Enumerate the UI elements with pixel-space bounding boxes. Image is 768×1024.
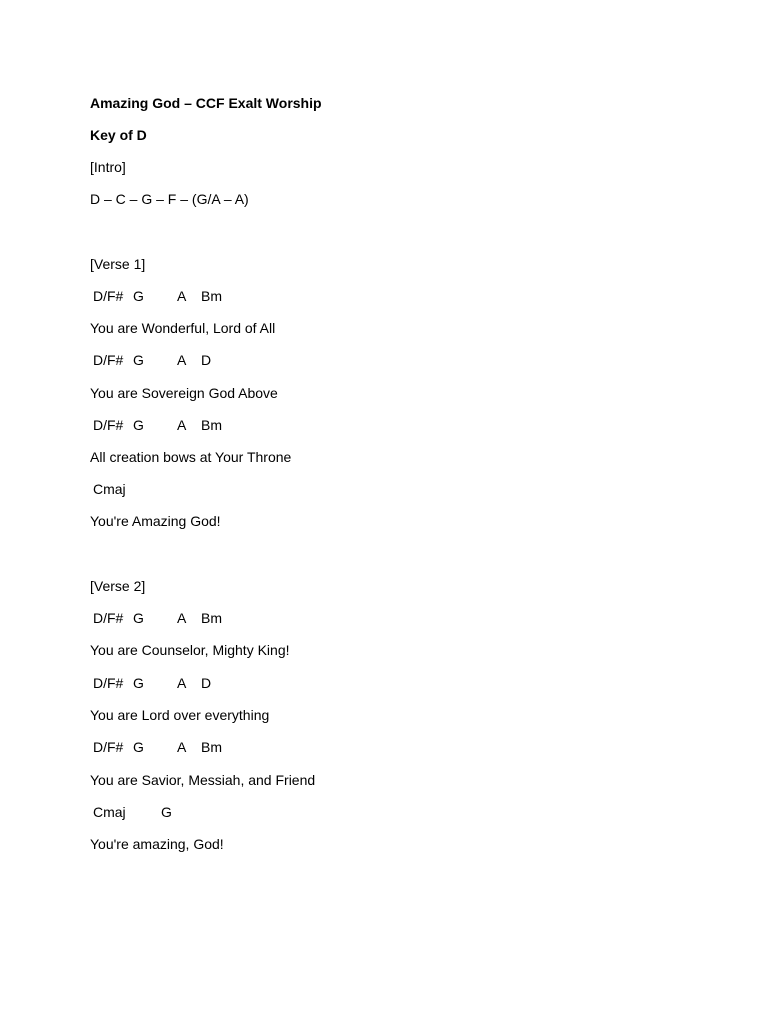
chord: D [201, 352, 212, 368]
chord: A [177, 610, 187, 626]
intro-progression: D – C – G – F – (G/A – A) [90, 191, 249, 207]
verse2-lyric-line-2: You are Lord over everything [90, 707, 270, 723]
verse1-lyric-line-1: You are Wonderful, Lord of All [90, 320, 276, 336]
chord: G [133, 675, 144, 691]
chord: D/F# [93, 610, 124, 626]
chord: Cmaj [93, 481, 126, 497]
chord: D/F# [93, 352, 124, 368]
chord: Cmaj [93, 804, 126, 820]
chord: G [133, 352, 144, 368]
chord: D/F# [93, 739, 124, 755]
chord: G [161, 804, 172, 820]
chord: G [133, 288, 144, 304]
chord: A [177, 352, 187, 368]
chord: Bm [201, 739, 222, 755]
chord: D/F# [93, 675, 124, 691]
chord: G [133, 739, 144, 755]
chord: G [133, 610, 144, 626]
song-key: Key of D [90, 127, 147, 143]
intro-label: [Intro] [90, 159, 126, 175]
chord: A [177, 739, 187, 755]
chord: Bm [201, 610, 222, 626]
chord: G [133, 417, 144, 433]
verse1-label: [Verse 1] [90, 256, 146, 272]
verse1-lyric-line-3: All creation bows at Your Throne [90, 449, 292, 465]
verse1-lyric-line-2: You are Sovereign God Above [90, 385, 278, 401]
chord: Bm [201, 288, 222, 304]
song-title: Amazing God – CCF Exalt Worship [90, 95, 322, 111]
chord: A [177, 288, 187, 304]
chord: D/F# [93, 288, 124, 304]
chord: A [177, 417, 187, 433]
verse2-label: [Verse 2] [90, 578, 146, 594]
verse2-lyric-line-4: You're amazing, God! [90, 836, 224, 852]
verse1-lyric-line-4: You're Amazing God! [90, 513, 221, 529]
verse2-lyric-line-3: You are Savior, Messiah, and Friend [90, 772, 316, 788]
chord: Bm [201, 417, 222, 433]
chord: D [201, 675, 212, 691]
chord: A [177, 675, 187, 691]
verse2-lyric-line-1: You are Counselor, Mighty King! [90, 642, 290, 658]
chord: D/F# [93, 417, 124, 433]
